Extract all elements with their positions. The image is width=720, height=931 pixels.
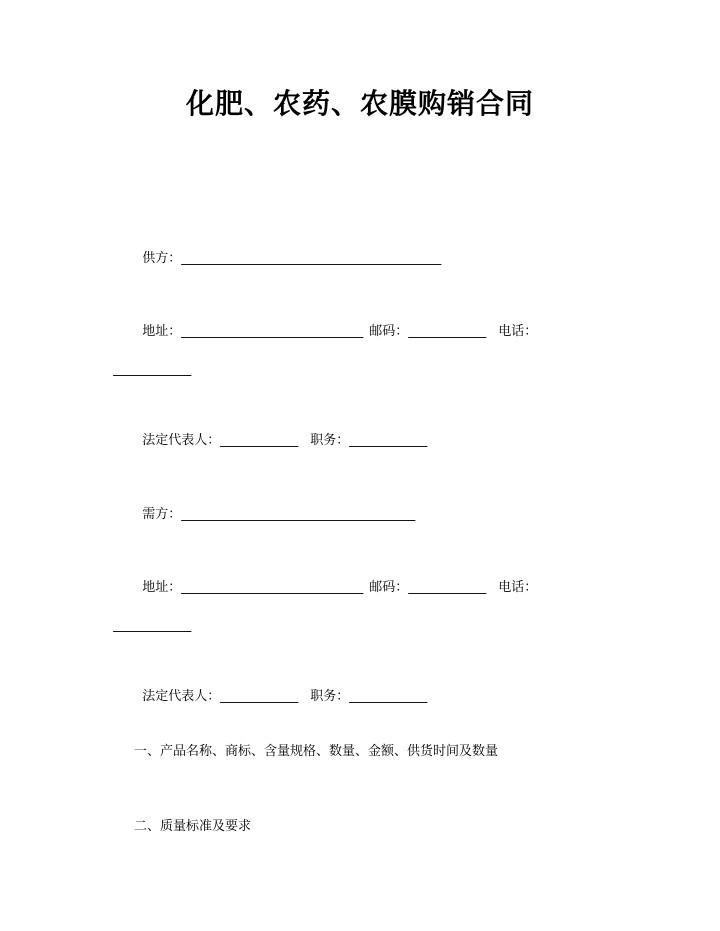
buyer-address-blank: ____________________________	[181, 580, 364, 595]
supplier-rep-line	[134, 414, 427, 450]
buyer-blank: ____________________________________	[181, 507, 416, 522]
buyer-line	[134, 488, 415, 524]
buyer-rep-label: 法定代表人：	[142, 689, 221, 704]
supplier-phone-blank-line	[105, 343, 191, 379]
supplier-blank: ________________________________________	[181, 251, 442, 266]
buyer-label: 需方：	[142, 507, 182, 522]
buyer-phone-label: 电话：	[498, 580, 538, 595]
buyer-phone-blank-line	[105, 599, 191, 635]
section-2-heading: 二、质量标准及要求	[134, 819, 252, 834]
buyer-address-line	[134, 561, 537, 597]
supplier-phone-label: 电话：	[498, 324, 538, 339]
buyer-postcode-blank: ____________	[408, 580, 487, 595]
supplier-address-line	[134, 305, 537, 341]
document-title: 化肥、农药、农膜购销合同	[185, 87, 534, 120]
buyer-rep-blank: ____________	[220, 689, 299, 704]
supplier-rep-label: 法定代表人：	[142, 433, 221, 448]
buyer-position-label: 职务：	[310, 689, 350, 704]
supplier-postcode-blank: ____________	[408, 324, 487, 339]
buyer-address-label: 地址：	[142, 580, 182, 595]
buyer-postcode-label: 邮码：	[369, 580, 409, 595]
buyer-position-blank: ____________	[349, 689, 428, 704]
supplier-line	[134, 232, 441, 268]
supplier-phone-blank: ____________	[113, 362, 192, 377]
section-1-heading: 一、产品名称、商标、含量规格、数量、金额、供货时间及数量	[134, 744, 499, 759]
supplier-position-label: 职务：	[310, 433, 350, 448]
buyer-phone-blank: ____________	[113, 618, 192, 633]
supplier-label: 供方：	[142, 251, 182, 266]
supplier-address-label: 地址：	[142, 324, 182, 339]
supplier-position-blank: ____________	[349, 433, 428, 448]
supplier-postcode-label: 邮码：	[369, 324, 409, 339]
buyer-rep-line	[134, 670, 427, 706]
supplier-rep-blank: ____________	[220, 433, 299, 448]
supplier-address-blank: ____________________________	[181, 324, 364, 339]
